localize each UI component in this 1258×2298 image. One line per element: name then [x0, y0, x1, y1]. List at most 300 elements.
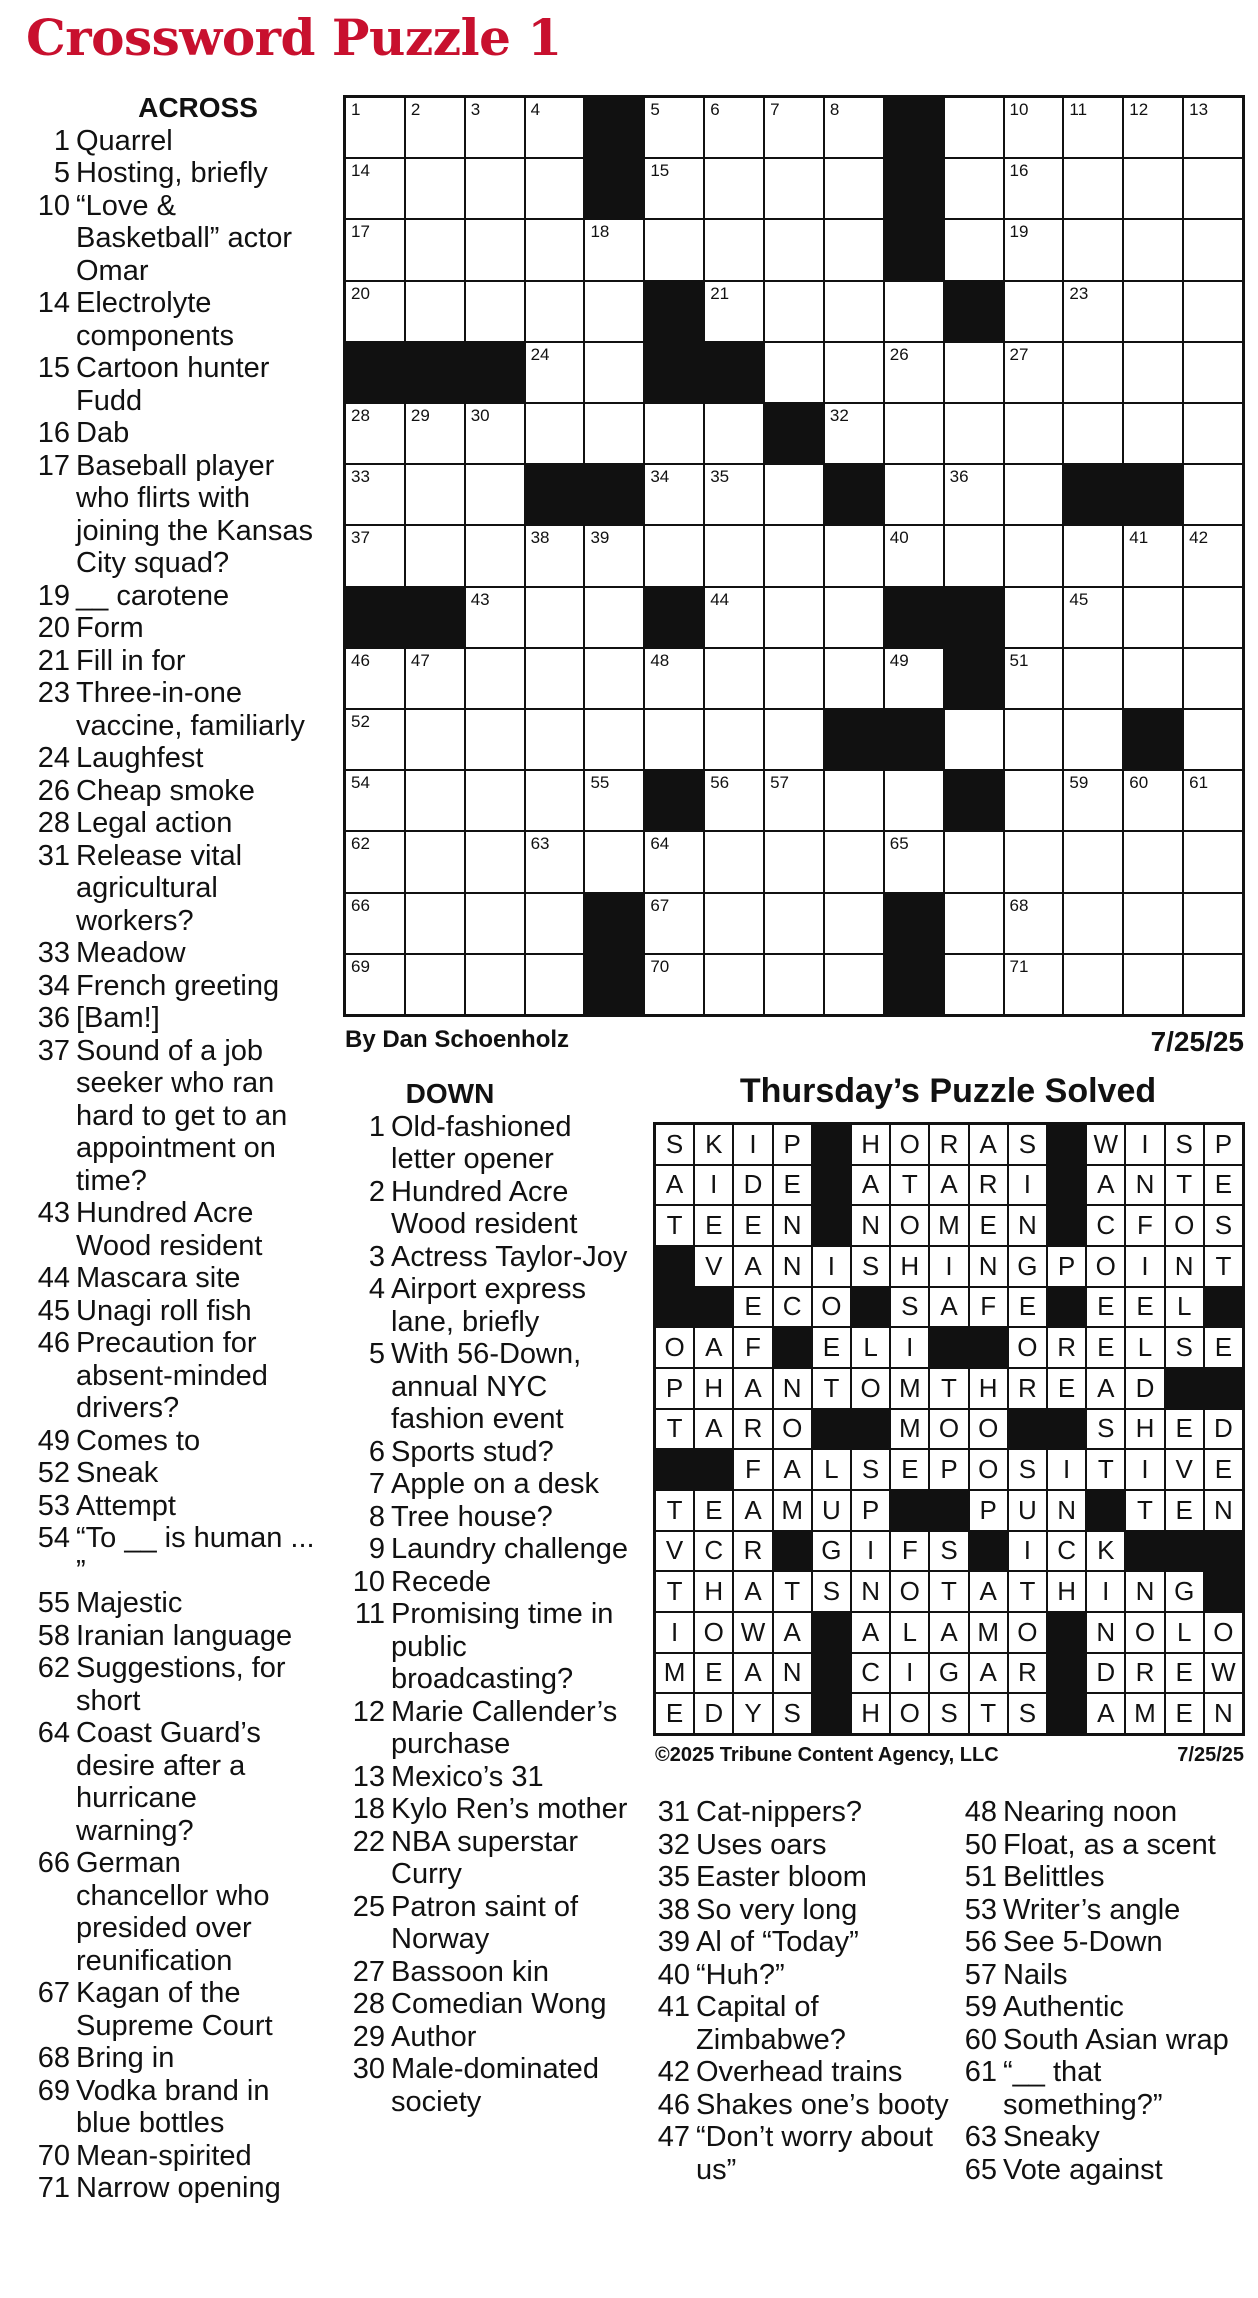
grid-cell[interactable]	[526, 710, 584, 769]
grid-cell[interactable]	[645, 220, 703, 279]
grid-cell[interactable]	[1064, 404, 1122, 463]
grid-cell[interactable]	[1124, 588, 1182, 647]
solution-cell: L	[1166, 1288, 1203, 1327]
grid-cell[interactable]	[705, 159, 763, 218]
grid-cell[interactable]	[406, 710, 464, 769]
solution-cell: C	[1048, 1532, 1085, 1571]
grid-cell[interactable]	[346, 159, 404, 218]
grid-cell[interactable]	[526, 832, 584, 891]
clue-text: Nearing noon	[1003, 1796, 1178, 1828]
grid-cell[interactable]	[705, 710, 763, 769]
grid-cell[interactable]	[406, 404, 464, 463]
black-square	[346, 343, 404, 402]
grid-cell[interactable]	[705, 526, 763, 585]
clue-text: Vodka brand in blue bottles	[76, 2074, 270, 2139]
clue-text: Hosting, briefly	[76, 157, 268, 189]
solution-cell: I	[1048, 1450, 1085, 1489]
grid-cell[interactable]	[466, 404, 524, 463]
grid-cell[interactable]	[945, 894, 1003, 953]
grid-cell[interactable]	[1184, 98, 1242, 157]
grid-cell[interactable]	[1005, 404, 1063, 463]
clue-text: “Don’t worry about us”	[696, 2121, 933, 2186]
solution-cell: E	[891, 1450, 928, 1489]
grid-cell[interactable]	[765, 98, 823, 157]
grid-cell[interactable]	[1064, 710, 1122, 769]
cell-number: 62	[351, 834, 370, 854]
grid-cell[interactable]	[705, 465, 763, 524]
grid-cell[interactable]	[1184, 832, 1242, 891]
grid-cell[interactable]	[705, 98, 763, 157]
grid-cell[interactable]	[825, 220, 883, 279]
clue-text: “Huh?”	[696, 1958, 785, 1991]
cell-number: 41	[1129, 528, 1149, 548]
grid-cell[interactable]	[346, 220, 404, 279]
grid-cell[interactable]	[1005, 282, 1063, 341]
solution-cell: T	[774, 1572, 811, 1611]
grid-cell[interactable]	[526, 404, 584, 463]
grid-cell[interactable]	[526, 343, 584, 402]
grid-cell[interactable]	[945, 465, 1003, 524]
grid-cell[interactable]	[406, 771, 464, 830]
clue-number: 67	[37, 1977, 70, 2009]
solution-black-square	[1048, 1166, 1085, 1205]
grid-cell[interactable]	[466, 588, 524, 647]
clue-text: Vote against	[1003, 2153, 1163, 2186]
grid-cell[interactable]	[466, 98, 524, 157]
clue-text: Male-dominated society	[391, 2053, 599, 2118]
grid-cell[interactable]	[466, 282, 524, 341]
cell-number: 70	[650, 956, 670, 976]
grid-cell[interactable]	[945, 159, 1003, 218]
grid-cell[interactable]	[406, 832, 464, 891]
grid-cell[interactable]	[825, 894, 883, 953]
clue-number: 31	[657, 1796, 690, 1828]
grid-cell[interactable]	[346, 955, 404, 1014]
clue-number: 31	[37, 839, 70, 872]
black-square	[1124, 710, 1182, 769]
solution-cell: E	[1205, 1328, 1242, 1367]
grid-cell[interactable]	[466, 159, 524, 218]
grid-cell[interactable]	[466, 220, 524, 279]
solution-cell: M	[970, 1613, 1007, 1652]
grid-cell[interactable]	[765, 465, 823, 524]
solution-cell: S	[852, 1247, 889, 1286]
grid-cell[interactable]	[825, 771, 883, 830]
grid-cell[interactable]	[825, 404, 883, 463]
grid-cell[interactable]	[645, 159, 703, 218]
solution-cell: F	[970, 1288, 1007, 1327]
grid-cell[interactable]	[1064, 98, 1122, 157]
grid-cell[interactable]	[765, 159, 823, 218]
grid-cell[interactable]	[346, 465, 404, 524]
grid-cell[interactable]	[466, 526, 524, 585]
cell-number: 60	[1129, 773, 1149, 793]
clue-text: South Asian wrap	[1003, 2023, 1229, 2056]
grid-cell[interactable]	[406, 220, 464, 279]
solution-cell: T	[1126, 1491, 1163, 1530]
grid-cell[interactable]	[1064, 159, 1122, 218]
grid-cell[interactable]	[945, 710, 1003, 769]
grid-cell[interactable]	[705, 404, 763, 463]
grid-cell[interactable]	[1005, 159, 1063, 218]
grid-cell[interactable]	[705, 282, 763, 341]
clue-text: Comedian Wong	[391, 1988, 607, 2020]
solution-cell: P	[1205, 1125, 1242, 1164]
grid-cell[interactable]	[705, 771, 763, 830]
solution-cell: I	[1126, 1125, 1163, 1164]
grid-cell[interactable]	[765, 832, 823, 891]
grid-cell[interactable]	[765, 282, 823, 341]
grid-cell[interactable]	[705, 894, 763, 953]
cell-number: 68	[1009, 895, 1029, 915]
grid-cell[interactable]	[645, 98, 703, 157]
solution-cell: E	[1205, 1166, 1242, 1205]
grid-cell[interactable]	[825, 343, 883, 402]
grid-cell[interactable]	[585, 220, 643, 279]
grid-cell[interactable]	[945, 220, 1003, 279]
grid-cell[interactable]	[945, 343, 1003, 402]
grid-cell[interactable]	[765, 588, 823, 647]
grid-cell[interactable]	[526, 649, 584, 708]
grid-cell[interactable]	[1005, 465, 1063, 524]
grid-cell[interactable]	[1064, 894, 1122, 953]
grid-cell[interactable]	[825, 832, 883, 891]
black-square	[945, 771, 1003, 830]
clue-item	[30, 1522, 320, 1587]
grid-cell[interactable]	[1184, 710, 1242, 769]
grid-cell[interactable]	[885, 282, 943, 341]
solution-cell: E	[1048, 1369, 1085, 1408]
solution-cell: A	[852, 1613, 889, 1652]
clue-number: 38	[657, 1893, 690, 1926]
solution-cell: R	[1009, 1369, 1046, 1408]
grid-cell[interactable]	[645, 710, 703, 769]
grid-cell[interactable]	[466, 465, 524, 524]
grid-cell[interactable]	[1124, 282, 1182, 341]
clue-number: 15	[37, 352, 70, 384]
grid-cell[interactable]	[1184, 955, 1242, 1014]
solution-cell: R	[1126, 1654, 1163, 1693]
grid-cell[interactable]	[1064, 526, 1122, 585]
grid-cell[interactable]	[406, 98, 464, 157]
grid-cell[interactable]	[346, 282, 404, 341]
grid-cell[interactable]	[705, 955, 763, 1014]
grid-cell[interactable]	[1124, 343, 1182, 402]
grid-cell[interactable]	[1184, 282, 1242, 341]
clue-text: Attempt	[76, 1489, 176, 1522]
grid-cell[interactable]	[1184, 343, 1242, 402]
grid-cell[interactable]	[1184, 894, 1242, 953]
solution-cell: A	[695, 1328, 732, 1367]
grid-cell[interactable]	[526, 220, 584, 279]
grid-cell[interactable]	[585, 832, 643, 891]
cell-number: 65	[889, 834, 909, 854]
grid-cell[interactable]	[765, 343, 823, 402]
grid-cell[interactable]	[1005, 343, 1063, 402]
grid-cell[interactable]	[1124, 894, 1182, 953]
grid-cell[interactable]	[765, 526, 823, 585]
grid-cell[interactable]	[825, 649, 883, 708]
grid-cell[interactable]	[466, 771, 524, 830]
solution-cell: I	[1009, 1166, 1046, 1205]
cell-number: 37	[351, 528, 370, 548]
grid-cell[interactable]	[406, 282, 464, 341]
solution-cell: I	[930, 1247, 967, 1286]
grid-cell[interactable]	[645, 404, 703, 463]
solution-cell: S	[774, 1694, 811, 1733]
solution-cell: S	[930, 1694, 967, 1733]
grid-cell[interactable]	[1184, 771, 1242, 830]
grid-cell[interactable]	[885, 404, 943, 463]
grid-cell[interactable]	[945, 832, 1003, 891]
grid-cell[interactable]	[1005, 588, 1063, 647]
grid-cell[interactable]	[765, 771, 823, 830]
grid-cell[interactable]	[466, 955, 524, 1014]
solution-cell: H	[695, 1369, 732, 1408]
clue-item	[650, 2056, 950, 2089]
black-square	[945, 282, 1003, 341]
grid-cell[interactable]	[885, 649, 943, 708]
grid-cell[interactable]	[825, 159, 883, 218]
grid-cell[interactable]	[1064, 588, 1122, 647]
black-square	[645, 588, 703, 647]
grid-cell[interactable]	[346, 710, 404, 769]
clue-text: Majestic	[76, 1587, 183, 1619]
grid-cell[interactable]	[1124, 649, 1182, 708]
grid-cell[interactable]	[1064, 343, 1122, 402]
grid-cell[interactable]	[406, 955, 464, 1014]
grid-cell[interactable]	[1124, 771, 1182, 830]
grid-cell[interactable]	[765, 649, 823, 708]
grid-cell[interactable]	[406, 465, 464, 524]
solution-cell: U	[813, 1491, 850, 1530]
grid-cell[interactable]	[1124, 955, 1182, 1014]
grid-cell[interactable]	[765, 955, 823, 1014]
puzzle-date: 7/25/25	[1150, 1026, 1244, 1057]
grid-cell[interactable]	[1064, 649, 1122, 708]
grid-cell[interactable]	[885, 832, 943, 891]
grid-cell[interactable]	[406, 159, 464, 218]
clue-number: 2	[368, 1175, 385, 1208]
grid-cell[interactable]	[885, 526, 943, 585]
grid-cell[interactable]	[585, 282, 643, 341]
grid-cell[interactable]	[526, 282, 584, 341]
cell-number: 55	[590, 773, 610, 793]
grid-cell[interactable]	[1064, 955, 1122, 1014]
grid-cell[interactable]	[705, 220, 763, 279]
solution-black-square	[1205, 1572, 1242, 1611]
clue-item	[30, 1977, 320, 2042]
solution-cell: T	[656, 1206, 693, 1245]
grid-cell[interactable]	[1005, 710, 1063, 769]
black-square	[1064, 465, 1122, 524]
black-square	[1124, 465, 1182, 524]
clue-text: Coast Guard’s desire after a hurricane warning?	[76, 1717, 261, 1847]
grid-cell[interactable]	[526, 98, 584, 157]
grid-cell[interactable]	[705, 832, 763, 891]
grid-cell[interactable]	[585, 404, 643, 463]
grid-cell[interactable]	[585, 588, 643, 647]
grid-cell[interactable]	[346, 771, 404, 830]
grid-cell[interactable]	[1124, 159, 1182, 218]
solution-cell: G	[1009, 1247, 1046, 1286]
grid-cell[interactable]	[526, 955, 584, 1014]
grid-cell[interactable]	[1005, 220, 1063, 279]
grid-cell[interactable]	[1184, 220, 1242, 279]
clue-text: Iranian language	[76, 1619, 293, 1652]
solution-cell: H	[852, 1125, 889, 1164]
grid-cell[interactable]	[526, 894, 584, 953]
solution-black-square	[656, 1288, 693, 1327]
down-clues	[345, 1078, 635, 2118]
cell-number: 57	[770, 773, 789, 793]
grid-cell[interactable]	[825, 526, 883, 585]
clue-number: 7	[368, 1468, 385, 1500]
grid-cell[interactable]	[346, 98, 404, 157]
grid-cell[interactable]	[585, 343, 643, 402]
grid-cell[interactable]	[526, 771, 584, 830]
solution-cell: S	[1166, 1125, 1203, 1164]
grid-cell[interactable]	[825, 282, 883, 341]
grid-cell[interactable]	[526, 159, 584, 218]
grid-cell[interactable]	[346, 832, 404, 891]
grid-cell[interactable]	[765, 220, 823, 279]
clue-number: 65	[964, 2153, 997, 2186]
solution-black-square	[695, 1288, 732, 1327]
grid-cell[interactable]	[945, 98, 1003, 157]
clue-item	[957, 2024, 1247, 2057]
grid-cell[interactable]	[645, 955, 703, 1014]
cell-number: 45	[1069, 589, 1089, 609]
solution-cell: T	[656, 1491, 693, 1530]
grid-cell[interactable]	[885, 343, 943, 402]
clue-item	[30, 1717, 320, 1847]
clue-text: Dab	[76, 417, 130, 449]
grid-cell[interactable]	[1184, 404, 1242, 463]
grid-cell[interactable]	[1005, 771, 1063, 830]
clue-number: 27	[352, 1955, 385, 1988]
solution-cell: P	[970, 1491, 1007, 1530]
clue-item	[30, 1035, 320, 1198]
clue-text: Old-fashioned letter opener	[391, 1110, 572, 1175]
grid-cell[interactable]	[406, 894, 464, 953]
grid-cell[interactable]	[825, 588, 883, 647]
grid-cell[interactable]	[765, 710, 823, 769]
grid-cell[interactable]	[825, 98, 883, 157]
grid-cell[interactable]	[346, 894, 404, 953]
solution-cell: S	[1009, 1450, 1046, 1489]
grid-cell[interactable]	[885, 465, 943, 524]
grid-cell[interactable]	[945, 526, 1003, 585]
grid-cell[interactable]	[526, 526, 584, 585]
grid-cell[interactable]	[466, 649, 524, 708]
grid-cell[interactable]	[1184, 159, 1242, 218]
grid-cell[interactable]	[466, 894, 524, 953]
clue-number: 9	[368, 1533, 385, 1565]
grid-cell[interactable]	[645, 465, 703, 524]
grid-cell[interactable]	[466, 832, 524, 891]
solution-cell: F	[734, 1328, 771, 1367]
cell-number: 23	[1069, 283, 1089, 303]
grid-cell[interactable]	[1064, 832, 1122, 891]
grid-cell[interactable]	[1124, 220, 1182, 279]
clue-item	[30, 1620, 320, 1653]
grid-cell[interactable]	[1184, 649, 1242, 708]
grid-cell[interactable]	[645, 526, 703, 585]
grid-cell[interactable]	[1064, 771, 1122, 830]
grid-cell[interactable]	[1124, 526, 1182, 585]
grid-cell[interactable]	[1184, 526, 1242, 585]
solution-cell: O	[852, 1369, 889, 1408]
solution-cell: N	[1126, 1166, 1163, 1205]
solution-black-square	[813, 1206, 850, 1245]
grid-cell[interactable]	[1064, 220, 1122, 279]
grid-cell[interactable]	[645, 649, 703, 708]
cell-number: 32	[829, 406, 849, 425]
cell-number: 15	[650, 161, 670, 181]
grid-cell[interactable]	[825, 955, 883, 1014]
grid-cell[interactable]	[466, 710, 524, 769]
grid-cell[interactable]	[1184, 465, 1242, 524]
grid-cell[interactable]	[1064, 282, 1122, 341]
clue-text: Cartoon hunter Fudd	[76, 352, 270, 417]
grid-cell[interactable]	[1005, 649, 1063, 708]
grid-cell[interactable]	[346, 404, 404, 463]
grid-cell[interactable]	[346, 649, 404, 708]
black-square	[705, 343, 763, 402]
grid-cell[interactable]	[1005, 955, 1063, 1014]
solution-cell: L	[813, 1450, 850, 1489]
grid-cell[interactable]	[1124, 832, 1182, 891]
grid-cell[interactable]	[765, 894, 823, 953]
grid-cell[interactable]	[645, 894, 703, 953]
grid-cell[interactable]	[1005, 832, 1063, 891]
grid-cell[interactable]	[585, 710, 643, 769]
grid-cell[interactable]	[585, 771, 643, 830]
grid-cell[interactable]	[885, 771, 943, 830]
grid-cell[interactable]	[1005, 894, 1063, 953]
solution-cell: D	[695, 1694, 732, 1733]
grid-cell[interactable]	[526, 588, 584, 647]
solution-cell: S	[1166, 1328, 1203, 1367]
grid-cell[interactable]	[1124, 98, 1182, 157]
clue-text: Mascara site	[76, 1262, 241, 1294]
clue-item	[30, 580, 320, 613]
grid-cell[interactable]	[705, 588, 763, 647]
clue-item	[345, 1598, 635, 1696]
byline: By Dan Schoenholz	[345, 1026, 570, 1053]
grid-cell[interactable]	[406, 649, 464, 708]
clue-number: 39	[657, 1926, 690, 1958]
grid-cell[interactable]	[346, 526, 404, 585]
clue-text: So very long	[696, 1893, 858, 1926]
grid-cell[interactable]	[1005, 526, 1063, 585]
grid-cell[interactable]	[1005, 98, 1063, 157]
grid-cell[interactable]	[945, 404, 1003, 463]
clue-item	[345, 1891, 635, 1956]
grid-cell[interactable]	[1184, 588, 1242, 647]
grid-cell[interactable]	[645, 832, 703, 891]
grid-cell[interactable]	[945, 955, 1003, 1014]
grid-cell[interactable]	[705, 649, 763, 708]
clue-item	[30, 1002, 320, 1035]
grid-cell[interactable]	[406, 526, 464, 585]
solution-cell: D	[734, 1166, 771, 1205]
grid-cell[interactable]	[585, 526, 643, 585]
grid-cell[interactable]	[1124, 404, 1182, 463]
clue-item	[345, 1761, 635, 1794]
grid-cell[interactable]	[585, 649, 643, 708]
